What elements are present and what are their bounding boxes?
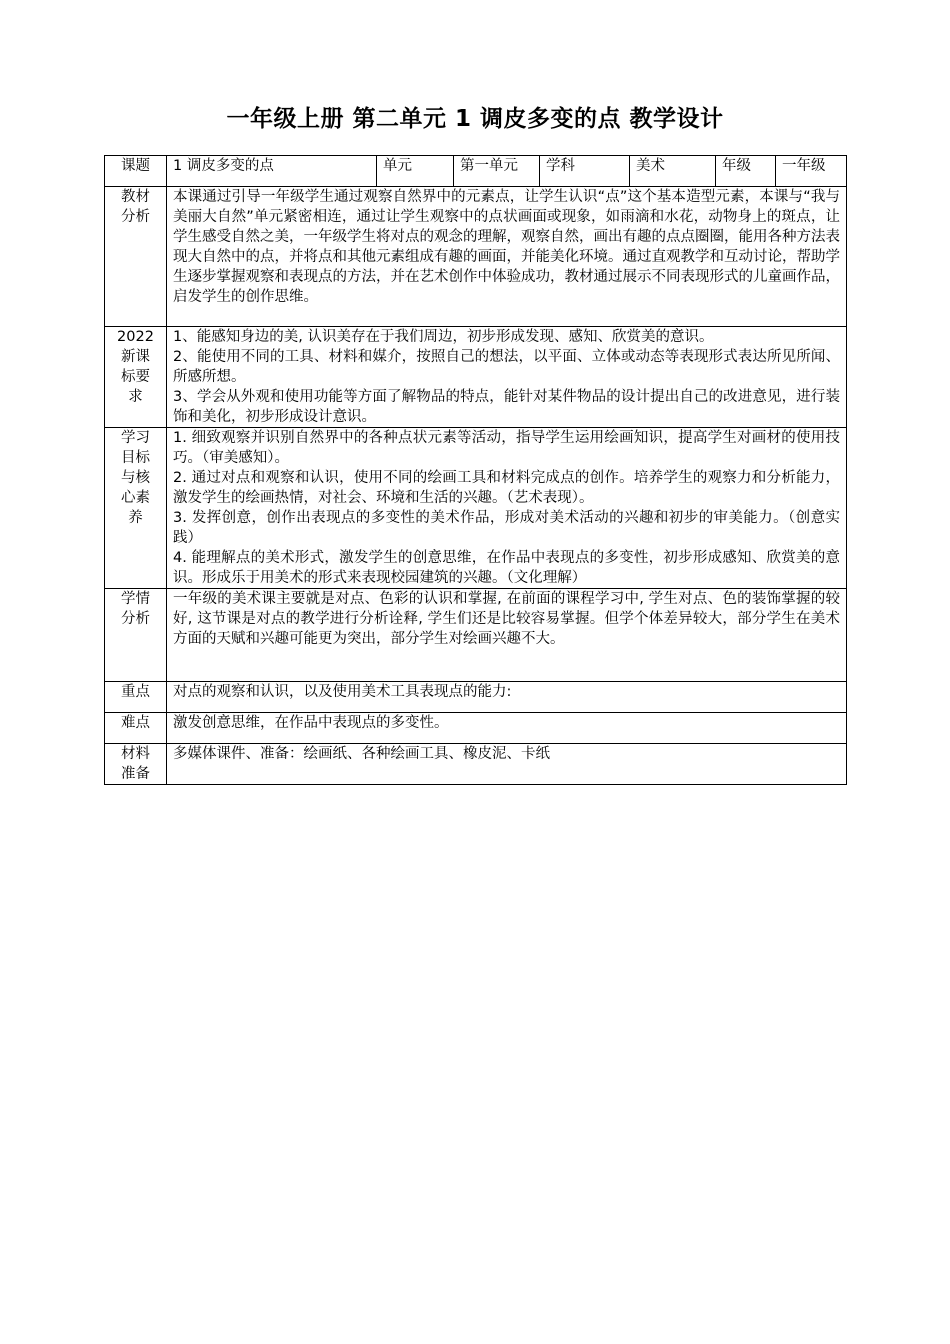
- difficulty-row: [105, 713, 847, 744]
- learner-analysis-row: [105, 589, 847, 682]
- header-row: [105, 156, 847, 187]
- standard-item-1: 1、能感知身边的美, 认识美存在于我们周边，初步形成发现、感知、欣赏美的意识。: [173, 329, 714, 345]
- learner-analysis-label: [105, 589, 167, 682]
- learning-objectives-content: [167, 428, 847, 589]
- key-point-label: 重点: [105, 682, 167, 713]
- materials-content: 多媒体课件、准备：绘画纸、各种绘画工具、橡皮泥、卡纸: [167, 744, 847, 785]
- learning-objectives-label: [105, 428, 167, 589]
- unit-label: 单元: [377, 156, 454, 187]
- label-text: 2022 新课 标要 求: [117, 329, 154, 405]
- textbook-analysis-content: 本课通过引导一年级学生通过观察自然界中的元素点，让学生认识“点”这个基本造型元素，本课与“我与美丽大自然”单元紧密相连，通过让学生观察中的点状画面或现象，如雨滴和水花，动物身上的斑点，让学生感受自然之美，一年级学生将对点的观念的理解，观察自然，画出有趣的点点圈圈，能用各种方法表现大自然中的点，并将点和其他元素组成有趣的画面，并能美化环境。通过直观教学和互动讨论，帮助学生逐步掌握观察和表现点的方法，并在艺术创作中体验成功，教材通过展示不同表现形式的儿童画作品，启发学生的创作思维。: [167, 187, 847, 327]
- textbook-analysis-row: [105, 187, 847, 327]
- key-point-row: [105, 682, 847, 713]
- topic-value: 1 调皮多变的点: [167, 156, 377, 187]
- label-text: 材料 准备: [121, 746, 150, 782]
- standard-item-3: 3、学会从外观和使用功能等方面了解物品的特点，能针对某件物品的设计提出自己的改进意见，进行装饰和美化，初步形成设计意识。: [173, 389, 840, 425]
- label-text: 学习 目标 与核 心素 养: [121, 430, 150, 526]
- curriculum-standards-content: [167, 327, 847, 428]
- key-point-content: 对点的观察和认识，以及使用美术工具表现点的能力:: [167, 682, 847, 713]
- difficulty-content: 激发创意思维，在作品中表现点的多变性。: [167, 713, 847, 744]
- grade-label: 年级: [716, 156, 776, 187]
- standard-item-2: 2、能使用不同的工具、材料和媒介，按照自己的想法，以平面、立体或动态等表现形式表达所见所闻、所感所想。: [173, 349, 840, 385]
- lesson-plan-table: [104, 155, 847, 785]
- learning-objectives-row: [105, 428, 847, 589]
- label-text: 教材 分析: [121, 189, 150, 225]
- textbook-analysis-label: [105, 187, 167, 327]
- materials-label: [105, 744, 167, 785]
- document-title: 一年级上册 第二单元 1 调皮多变的点 教学设计: [226, 106, 724, 132]
- curriculum-standards-row: [105, 327, 847, 428]
- objective-item-2: 2. 通过对点和观察和认识，使用不同的绘画工具和材料完成点的创作。培养学生的观察力和分析能力，激发学生的绘画热情，对社会、环境和生活的兴趣。（艺术表现）。: [173, 470, 840, 506]
- difficulty-label: 难点: [105, 713, 167, 744]
- grade-value: 一年级: [776, 156, 847, 187]
- materials-row: [105, 744, 847, 785]
- topic-label: 课题: [105, 156, 167, 187]
- label-text: 学情 分析: [121, 591, 150, 627]
- unit-value: 第一单元: [454, 156, 540, 187]
- objective-item-3: 3. 发挥创意，创作出表现点的多变性的美术作品，形成对美术活动的兴趣和初步的审美能力。（创意实践）: [173, 510, 840, 546]
- subject-label: 学科: [540, 156, 630, 187]
- curriculum-standards-label: [105, 327, 167, 428]
- subject-value: 美术: [630, 156, 716, 187]
- learner-analysis-content: 一年级的美术课主要就是对点、色彩的认识和掌握, 在前面的课程学习中, 学生对点、色的装饰掌握的较好, 这节课是对点的教学进行分析诠释, 学生们还是比较容易掌握。但学个体差异较大，部分学生在美术方面的天赋和兴趣可能更为突出，部分学生对绘画兴趣不大。: [167, 589, 847, 682]
- objective-item-4: 4. 能理解点的美术形式，激发学生的创意思维，在作品中表现点的多变性，初步形成感知、欣赏美的意识。形成乐于用美术的形式来表现校园建筑的兴趣。（文化理解）: [173, 550, 840, 586]
- objective-item-1: 1. 细致观察并识别自然界中的各种点状元素等活动，指导学生运用绘画知识，提高学生对画材的使用技巧。（审美感知）。: [173, 430, 840, 466]
